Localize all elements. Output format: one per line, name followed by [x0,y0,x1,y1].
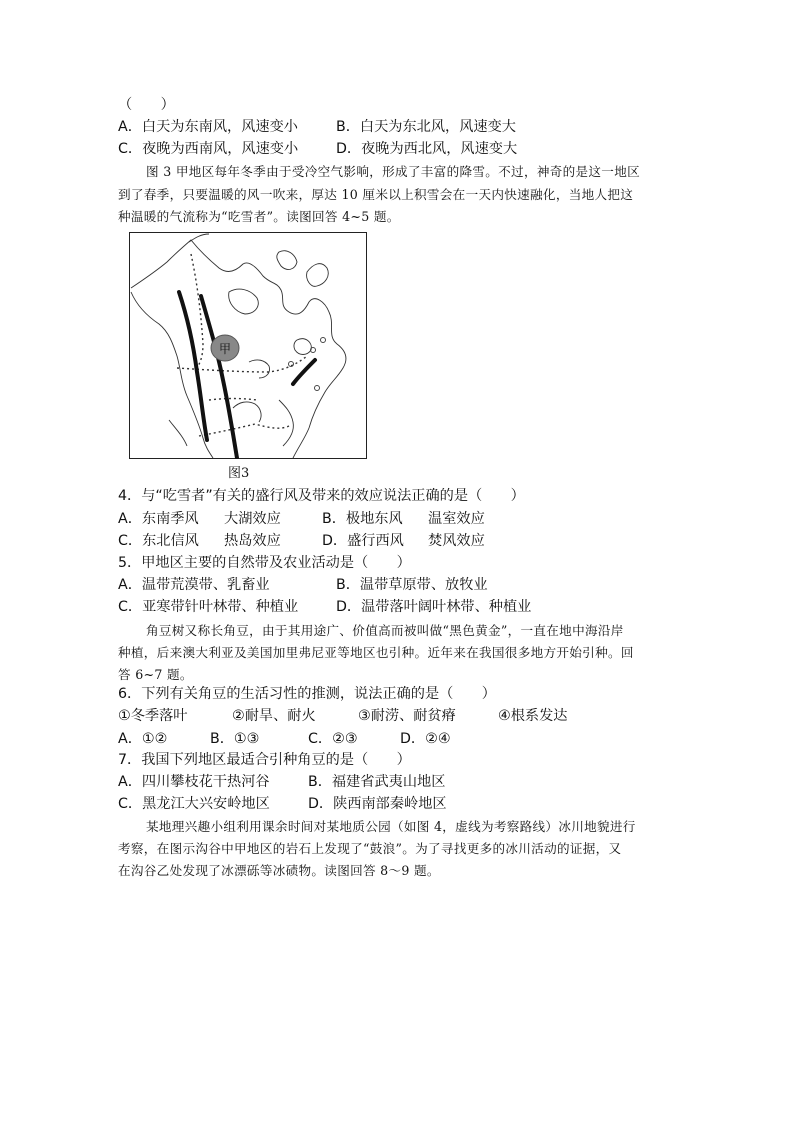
statement-4: ④根系发达 [498,708,568,724]
passage-line: 角豆树又称长角豆，由于其用途广、价值高而被叫做“黑色黄金”，一直在地中海沿岸 [146,623,624,638]
option-row [118,576,488,594]
option-b-effect: 温室效应 [428,511,485,527]
option-c: C．亚寒带针叶林带、种植业 [118,599,299,615]
option-d: D．温带落叶阔叶林带、种植业 [336,599,532,615]
option-a: A．四川攀枝花干热河谷 [118,774,270,790]
question-paren: （ ） [118,97,175,113]
passage-line: 种温暖的气流称为“吃雪者”。读图回答 4~5 题。 [118,209,400,224]
option-c: C．黑龙江大兴安岭地区 [118,796,270,812]
option-row [118,730,451,748]
question-stem: 4．与“吃雪者”有关的盛行风及带来的效应说法正确的是（ ） [118,488,525,504]
option-row [118,510,485,528]
region-jia-label: 甲 [219,342,232,356]
option-d: D．盛行西风 [322,533,404,549]
option-a: A．白天为东南风，风速变小 [118,119,298,135]
question-stem: 5．甲地区主要的自然带及农业活动是（ ） [118,555,411,571]
statement-row [118,707,568,725]
statement-1: ①冬季落叶 [118,708,188,724]
option-b: B．福建省武夷山地区 [308,774,446,790]
option-a: A．①② [118,731,168,747]
statement-2: ②耐旱、耐火 [232,708,316,724]
option-c: C．夜晚为西南风，风速变小 [118,141,299,157]
passage-line: 考察，在图示沟谷中甲地区的岩石上发现了“鼓浪”。为了寻找更多的冰川活动的证据，又 [118,841,622,856]
option-row [118,118,516,136]
option-row [118,795,447,813]
passage-line: 到了春季，只要温暖的风一吹来，厚达 10 厘米以上积雪会在一天内快速融化，当地人把这 [118,187,634,202]
option-row [118,532,485,550]
passage-line: 答 6~7 题。 [118,667,193,682]
option-b: B．极地东风 [322,511,403,527]
statement-3: ③耐涝、耐贫瘠 [358,708,456,724]
passage-line: 某地理兴趣小组利用课余时间对某地质公园（如图 4，虚线为考察路线）冰川地貌进行 [146,819,636,834]
option-row [118,773,446,791]
option-row [118,598,532,616]
option-d: D．②④ [400,731,451,747]
option-row [118,140,518,158]
option-c: C．②③ [308,731,358,747]
option-d: D．陕西南部秦岭地区 [308,796,447,812]
passage-line: 在沟谷乙处发现了冰漂砾等冰碛物。读图回答 8～9 题。 [118,863,440,878]
question-stem: 6．下列有关角豆的生活习性的推测，说法正确的是（ ） [118,686,496,702]
option-c: C．东北信风 [118,533,199,549]
option-a-effect: 大湖效应 [224,511,281,527]
option-b: B．①③ [210,731,260,747]
option-a: A．东南季风 [118,511,199,527]
option-b: B．白天为东北风，风速变大 [336,119,516,135]
option-d-effect: 焚风效应 [428,533,485,549]
north-america-map [129,232,367,459]
figure-caption: 图3 [228,466,250,481]
passage-line: 种植，后来澳大利亚及美国加里弗尼亚等地区也引种。近年来在我国很多地方开始引种。回 [118,645,634,660]
option-c-effect: 热岛效应 [224,533,281,549]
passage-line: 图 3 甲地区每年冬季由于受冷空气影响，形成了丰富的降雪。不过，神奇的是这一地区 [146,164,640,179]
question-stem: 7．我国下列地区最适合引种角豆的是（ ） [118,752,411,768]
option-a: A．温带荒漠带、乳畜业 [118,577,270,593]
option-d: D．夜晚为西北风，风速变大 [336,141,518,157]
option-b: B．温带草原带、放牧业 [336,577,488,593]
